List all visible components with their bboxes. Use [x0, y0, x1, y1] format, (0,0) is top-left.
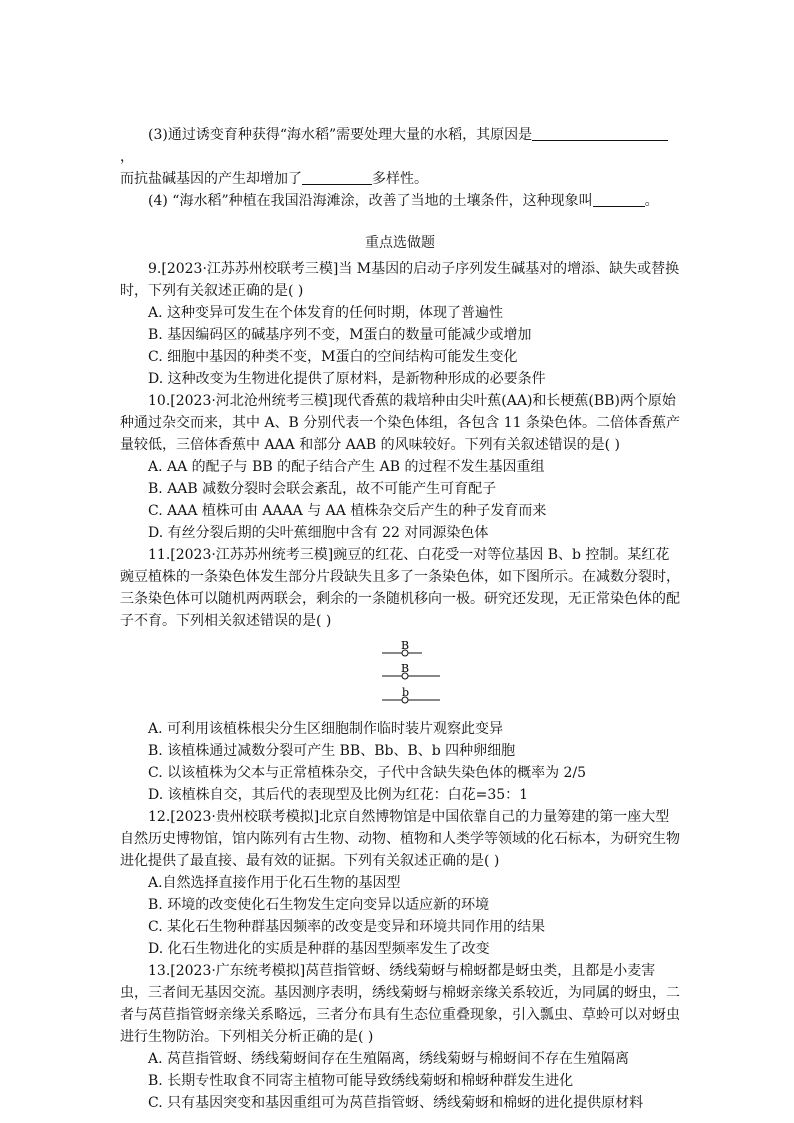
q8-part3-blank1[interactable] [532, 124, 668, 141]
exam-page [120, 124, 680, 1114]
q11-option-d[interactable]: D. 该植株自交，其后代的表现型及比例为红花：白花=35：1 [148, 787, 529, 803]
q12-stem: 12.[2023·贵州校联考模拟]北京自然博物馆是中国依靠自己的力量筹建的第一座大型自然历史博物馆，馆内陈列有古生物、动物、植物和人类学等领域的化石标本，为研究生物进化提供了最直接、最有效的证据。下列有关叙述正确的是( ) [120, 809, 680, 869]
section-title: 重点选做题 [365, 235, 435, 251]
gene-label-1: B [401, 639, 410, 652]
q10-option-c[interactable]: C. AAA 植株可由 AAAA 与 AA 植株杂交后产生的种子发育而来 [148, 503, 547, 519]
q12-option-a[interactable]: A.自然选择直接作用于化石生物的基因型 [148, 875, 401, 891]
chromosome-diagram [120, 638, 680, 708]
q13-stem: 13.[2023·广东统考模拟]莴苣指管蚜、绣线菊蚜与棉蚜都是蚜虫类，且都是小麦害虫，三者间无基因交流。基因测序表明，绣线菊蚜与棉蚜亲缘关系较近，为同属的蚜虫，二者与莴苣指管蚜亲缘关系略远，三者分布具有生态位重叠现象，引入瓢虫、草蛉可以对蚜虫进行生物防治。下列相关分析正确的是( ) [120, 963, 680, 1045]
q8-part3-line1: (3)通过诱变育种获得“海水稻”需要处理大量的水稻，其原因是， [120, 124, 680, 168]
q8-part3-line2: 而抗盐碱基因的产生却增加了 多样性。 [120, 168, 680, 190]
q12-option-d[interactable]: D. 化石生物进化的实质是种群的基因型频率发生了改变 [148, 941, 490, 957]
q13-option-a[interactable]: A. 莴苣指管蚜、绣线菊蚜间存在生殖隔离，绣线菊蚜与棉蚜间不存在生殖隔离 [148, 1051, 630, 1067]
gene-label-2: B [401, 662, 410, 675]
q11-stem: 11.[2023·江苏苏州统考三模]豌豆的红花、白花受一对等位基因 B、b 控制。某红花豌豆植株的一条染色体发生部分片段缺失且多了一条染色体，如下图所示。在减数分裂时，三条染色体可以随机两两联会，剩余的一条随机移向一极。研究还发现，无正常染色体的配子不育。下列相关叙述错误的是( ) [120, 547, 680, 629]
q8-part4: (4) “海水稻”种植在我国沿海滩涂，改善了当地的土壤条件，这种现象叫 。 [120, 190, 680, 212]
q13-option-c[interactable]: C. 只有基因突变和基因重组可为莴苣指管蚜、绣线菊蚜和棉蚜的进化提供原材料 [148, 1095, 644, 1111]
chromosome-diagram-svg [120, 638, 680, 708]
q10-stem: 10.[2023·河北沧州统考三模]现代香蕉的栽培种由尖叶蕉(AA)和长梗蕉(BB)两个原始种通过杂交而来，其中 A、B 分别代表一个染色体组，各包含 11 条染色体。二倍体香蕉产量较低，三倍体香蕉中 AAA 和部分 AAB 的风味较好。下列有关叙述错误的是( ) [120, 393, 681, 453]
q10-option-a[interactable]: A. AA 的配子与 BB 的配子结合产生 AB 的过程不发生基因重组 [148, 459, 545, 475]
q8-part4-blank[interactable] [593, 190, 645, 207]
q10-option-d[interactable]: D. 有丝分裂后期的尖叶蕉细胞中含有 22 对同源染色体 [148, 525, 489, 541]
q9-option-c[interactable]: C. 细胞中基因的种类不变，M蛋白的空间结构可能发生变化 [148, 349, 518, 365]
q9-option-d[interactable]: D. 这种改变为生物进化提供了原材料，是新物种形成的必要条件 [148, 371, 546, 387]
gene-label-3: b [402, 686, 410, 699]
q12-option-c[interactable]: C. 某化石生物种群基因频率的改变是变异和环境共同作用的结果 [148, 919, 546, 935]
q11-option-c[interactable]: C. 以该植株为父本与正常植株杂交，子代中含缺失染色体的概率为 2/5 [148, 765, 587, 781]
q10-option-b[interactable]: B. AAB 减数分裂时会联会紊乱，故不可能产生可育配子 [148, 481, 497, 497]
q12-option-b[interactable]: B. 环境的改变使化石生物发生定向变异以适应新的环境 [148, 897, 490, 913]
q9-option-a[interactable]: A. 这种变异可发生在个体发育的任何时期，体现了普遍性 [148, 305, 504, 321]
q8-part3-blank2[interactable] [302, 168, 372, 185]
q13-option-b[interactable]: B. 长期专性取食不同寄主植物可能导致绣线菊蚜和棉蚜种群发生进化 [148, 1073, 574, 1089]
q11-option-b[interactable]: B. 该植株通过减数分裂可产生 BB、Bb、B、b 四种卵细胞 [148, 743, 516, 759]
q11-option-a[interactable]: A. 可利用该植株根尖分生区细胞制作临时装片观察此变异 [148, 721, 504, 737]
q9-stem: 9.[2023·江苏苏州校联考三模]当 M基因的启动子序列发生碱基对的增添、缺失或替换时，下列有关叙述正确的是( ) [120, 261, 680, 299]
q9-option-b[interactable]: B. 基因编码区的碱基序列不变，M蛋白的数量可能减少或增加 [148, 327, 532, 343]
